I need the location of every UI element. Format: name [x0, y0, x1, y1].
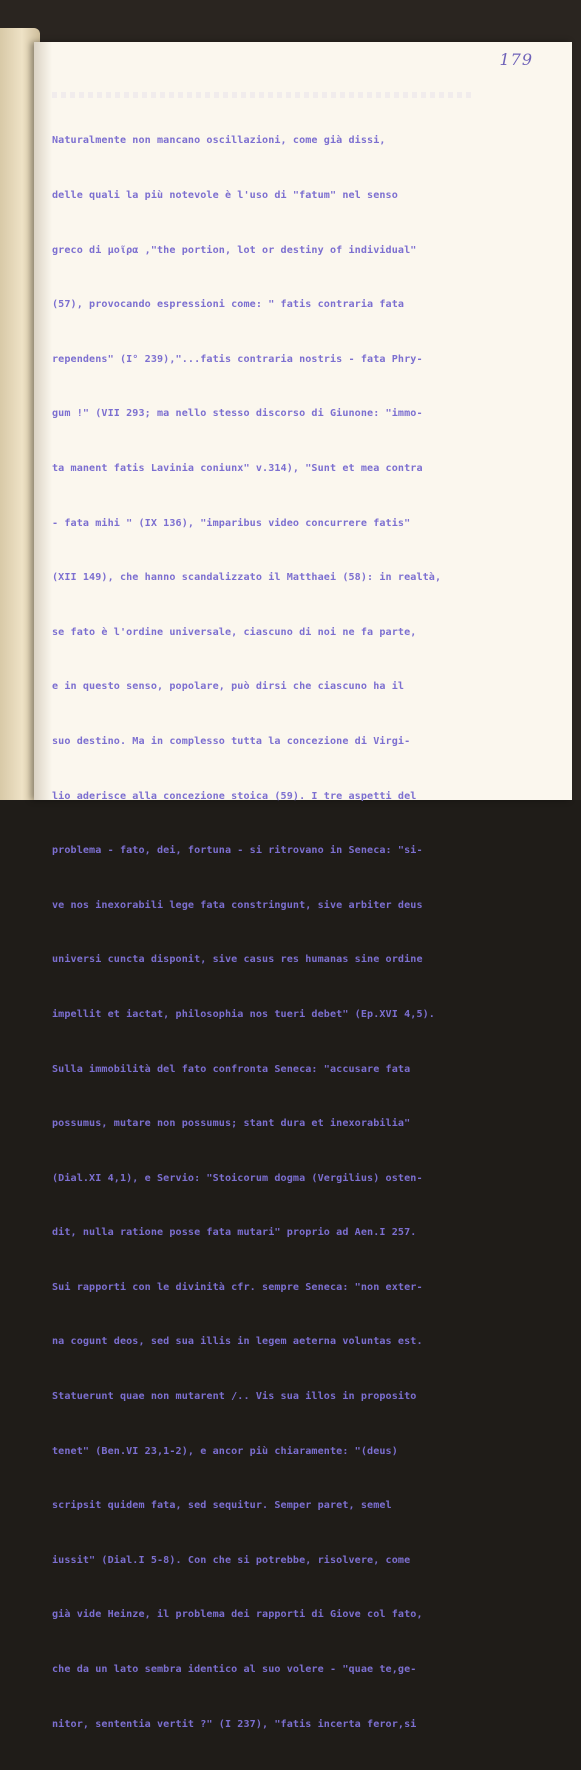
- text-line: se fato è l'ordine universale, ciascuno di noi ne fa parte,: [52, 626, 417, 638]
- text-line: Sulla immobilità del fato confronta Seneca: "accusare fata: [52, 1063, 411, 1075]
- text-line: (Dial.XI 4,1), e Servio: "Stoicorum dogma (Vergilius) osten-: [52, 1172, 423, 1184]
- body-text: [52, 96, 542, 1770]
- text-line: già vide Heinze, il problema dei rapporti di Giove col fato,: [52, 1609, 423, 1621]
- text-line: (XII 149), che hanno scandalizzato il Matthaei (58): in realtà,: [52, 572, 442, 584]
- text-line: na cogunt deos, sed sua illis in legem aeterna voluntas est.: [52, 1336, 423, 1348]
- text-line: suo destino. Ma in complesso tutta la concezione di Virgi-: [52, 735, 411, 747]
- text-line: greco di μοῖρα ,"the portion, lot or destiny of individual": [52, 244, 417, 256]
- text-line: gum !" (VII 293; ma nello stesso discorso di Giunone: "immo-: [52, 408, 423, 420]
- text-line: (57), provocando espressioni come: " fatis contraria fata: [52, 299, 405, 311]
- text-line: scripsit quidem fata, sed sequitur. Semper paret, semel: [52, 1500, 392, 1512]
- spine-shadow: [34, 42, 52, 800]
- text-line: universi cuncta disponit, sive casus res humanas sine ordine: [52, 954, 423, 966]
- text-line: delle quali la più notevole è l'uso di "fatum" nel senso: [52, 190, 398, 201]
- text-line: che da un lato sembra identico al suo volere - "quae te,ge-: [52, 1664, 417, 1676]
- text-line: tenet" (Ben.VI 23,1-2), e ancor più chiaramente: "(deus): [52, 1445, 398, 1457]
- text-line: ve nos inexorabili lege fata constringunt, sive arbiter deus: [52, 899, 423, 911]
- text-line: possumus, mutare non possumus; stant dura et inexorabilia": [52, 1118, 411, 1130]
- text-line: rependens" (I° 239),"...fatis contraria nostris - fata Phry-: [52, 353, 423, 365]
- text-line: e in questo senso, popolare, può dirsi che ciascuno ha il: [52, 681, 405, 693]
- text-line: ta manent fatis Lavinia coniunx" v.314), "Sunt et mea contra: [52, 462, 423, 474]
- text-line: lio aderisce alla concezione stoica (59). I tre aspetti del: [52, 790, 417, 802]
- text-line: dit, nulla ratione posse fata mutari" proprio ad Aen.I 257.: [52, 1227, 417, 1239]
- text-line: nitor, sententia vertit ?" (I 237), "fatis incerta feror,si: [52, 1718, 417, 1730]
- text-line: Naturalmente non mancano oscillazioni, come già dissi,: [52, 135, 386, 147]
- text-line: iussit" (Dial.I 5-8). Con che si potrebbe, risolvere, come: [52, 1554, 411, 1566]
- text-line: Sui rapporti con le divinità cfr. sempre Seneca: "non exter-: [52, 1281, 423, 1293]
- text-line: impellit et iactat, philosophia nos tueri debet" (Ep.XVI 4,5).: [52, 1008, 435, 1020]
- text-line: Statuerunt quae non mutarent /.. Vis sua illos in proposito: [52, 1391, 417, 1403]
- page-number: 179: [499, 50, 533, 69]
- text-line: - fata mihi " (IX 136), "imparibus video concurrere fatis": [52, 517, 411, 529]
- text-line: problema - fato, dei, fortuna - si ritrovano in Seneca: "si-: [52, 845, 423, 857]
